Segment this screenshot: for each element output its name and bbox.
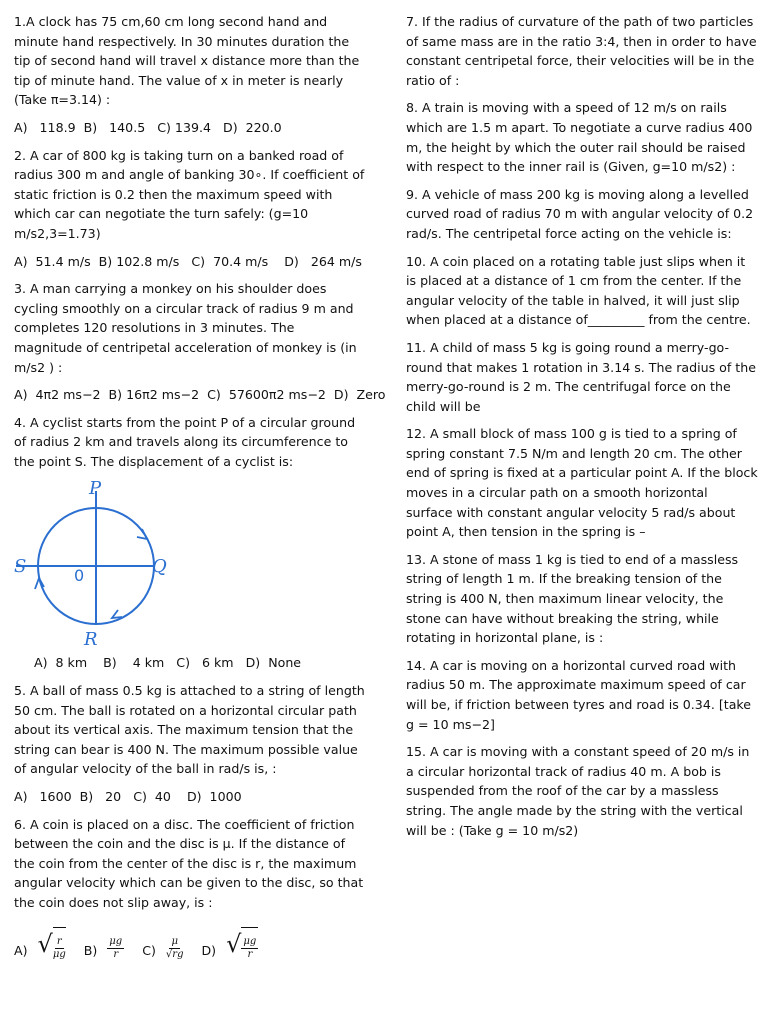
question-7-text: 7. If the radius of curvature of the path of two particles of same mass are in the ratio 3:4, then in order to have constant centripetal force, their velocities will be in the ratio of :: [406, 14, 757, 88]
question-11-text: 11. A child of mass 5 kg is going round a merry-go-round that makes 1 rotation in 3.14 s. The radius of the merry-go-round is 2 m. The centrifugal force on the child will be: [406, 339, 756, 414]
question-1-options: A) 118.9 B) 140.5 C) 139.4 D) 220.0: [14, 119, 282, 135]
question-4-options: A) 8 km B) 4 km C) 6 km D) None: [34, 655, 302, 671]
question-12: [406, 424, 758, 542]
question-7: [406, 12, 758, 90]
question-15-text: 15. A car is moving with a constant speed of 20 m/s in a circular horizontal track of radius 40 m. A bob is suspended from the roof of the car by a massless string. The angle made by the string with the vertical will be : (Take g = 10 m/s2): [406, 744, 750, 838]
question-5: [14, 681, 366, 779]
question-2: [14, 146, 366, 244]
question-1-text: 1.A clock has 75 cm,60 cm long second hand and minute hand respectively. In 30 minutes duration the tip of second hand will travel x distance more than the tip of minute hand. The value of x in meter is nearly: [14, 14, 360, 88]
question-4: [14, 413, 366, 472]
question-15: [406, 742, 758, 840]
question-3-options: A) 4π2 ms−2 B) 16π2 ms−2 C) 57600π2 ms−2 D) Zero: [14, 387, 386, 403]
arrow-bottom-right: [112, 610, 122, 618]
question-8-text: 8. A train is moving with a speed of 12 m/s on rails which are 1.5 m apart. To negotiate a curve radius 400 m, the height by which the outer rail should be raised with respect to the inner rail is (Given, g=10 m/s2) :: [406, 100, 753, 175]
question-10-text: 10. A coin placed on a rotating table just slips when it is placed at a distance of 1 cm from the center. If the angular velocity of the table in halved, it will just slip when placed at a distance of_________ from the centre.: [406, 253, 751, 328]
question-1-note: (Take π=3.14) :: [14, 92, 111, 108]
question-12-text: 12. A small block of mass 100 g is tied to a spring of spring constant 7.5 N/m and length 20 cm. The other end of spring is fixed at a particular point A. If the block moves in a circular path on a smooth horizontal surface with constant angular velocity 5 rad/s about point A, then tension in the spring is –: [406, 426, 758, 540]
label-origin: 0: [74, 566, 85, 586]
label-s: S: [14, 556, 27, 578]
question-3-text: 3. A man carrying a monkey on his shoulder does cycling smoothly on a circular track of radius 9 m and completes 120 resolutions in 3 minutes. The magnitude of centripetal acceleration of monkey is (in m/s2 ) :: [14, 281, 357, 375]
option-c-formula: $\frac{\mu}{√rg}$: [165, 935, 184, 960]
question-6-text: 6. A coin is placed on a disc. The coefficient of friction between the coin and the disc is μ. If the distance of the coin from the center of the disc is r, the maximum angular velocity which can be given to the disc, so that the coin does not slip away, is :: [14, 816, 364, 910]
question-10: [406, 252, 758, 330]
question-8: [406, 98, 758, 176]
label-q: Q: [152, 556, 167, 578]
left-column: [14, 12, 386, 961]
question-5-options: A) 1600 B) 20 C) 40 D) 1000: [14, 789, 242, 805]
option-b-formula: $\frac{\mu g}{r}$: [109, 935, 123, 960]
question-9: [406, 185, 758, 244]
option-d-formula: √ $\frac{\mu g}{r}$: [226, 927, 258, 961]
question-14-text: 14. A car is moving on a horizontal curved road with radius 50 m. The approximate maximum speed of car will be, if friction between tyres and road is 0.34. [take g = 10 ms−2]: [406, 657, 751, 732]
option-c-label: C): [142, 943, 156, 958]
question-11: [406, 338, 758, 416]
circle-diagram: [14, 479, 184, 649]
option-b-label: B): [83, 943, 98, 958]
question-14: [406, 656, 758, 734]
question-2-text: 2. A car of 800 kg is taking turn on a banked road of radius 300 m and angle of banking 30∘. If coefficient of static friction is 0.2 then the maximum speed with which car can negotiate the turn safely: (g=10 m/s2,3=1.73): [14, 147, 365, 241]
question-2-options: A) 51.4 m/s B) 102.8 m/s C) 70.4 m/s D) 264 m/s: [14, 253, 362, 269]
arrow-top-right: [137, 529, 147, 539]
question-4-text: 4. A cyclist starts from the point P of a circular ground of radius 2 km and travels along its circumference to the point S. The displacement of a cyclist is:: [14, 414, 356, 469]
question-5-text: 5. A ball of mass 0.5 kg is attached to a string of length 50 cm. The ball is rotated on a horizontal circular path about its vertical axis. The maximum tension that the string can bear is 400 N. The maximum possible value of angular velocity of the ball in rad/s is, :: [14, 683, 365, 777]
question-6-options: [14, 927, 366, 961]
question-1: [14, 12, 366, 110]
question-13-text: 13. A stone of mass 1 kg is tied to end of a massless string of length 1 m. If the breaking tension of the string is 400 N, then maximum linear velocity, the stone can have without breaking the string, while rotating in horizontal plane, is :: [406, 551, 739, 646]
question-6: [14, 815, 366, 913]
label-r: R: [84, 629, 98, 650]
right-column: [406, 12, 758, 848]
option-d-label: D): [201, 943, 217, 958]
question-13: [406, 550, 758, 648]
question-9-text: 9. A vehicle of mass 200 kg is moving along a levelled curved road of radius 70 m with angular velocity of 0.2 rad/s. The centripetal force acting on the vehicle is:: [406, 186, 754, 241]
question-3: [14, 279, 366, 377]
option-a-formula: √ $\frac{r}{\mu g}$: [38, 927, 66, 961]
option-a-label: A): [14, 943, 28, 958]
label-p: P: [89, 479, 102, 500]
